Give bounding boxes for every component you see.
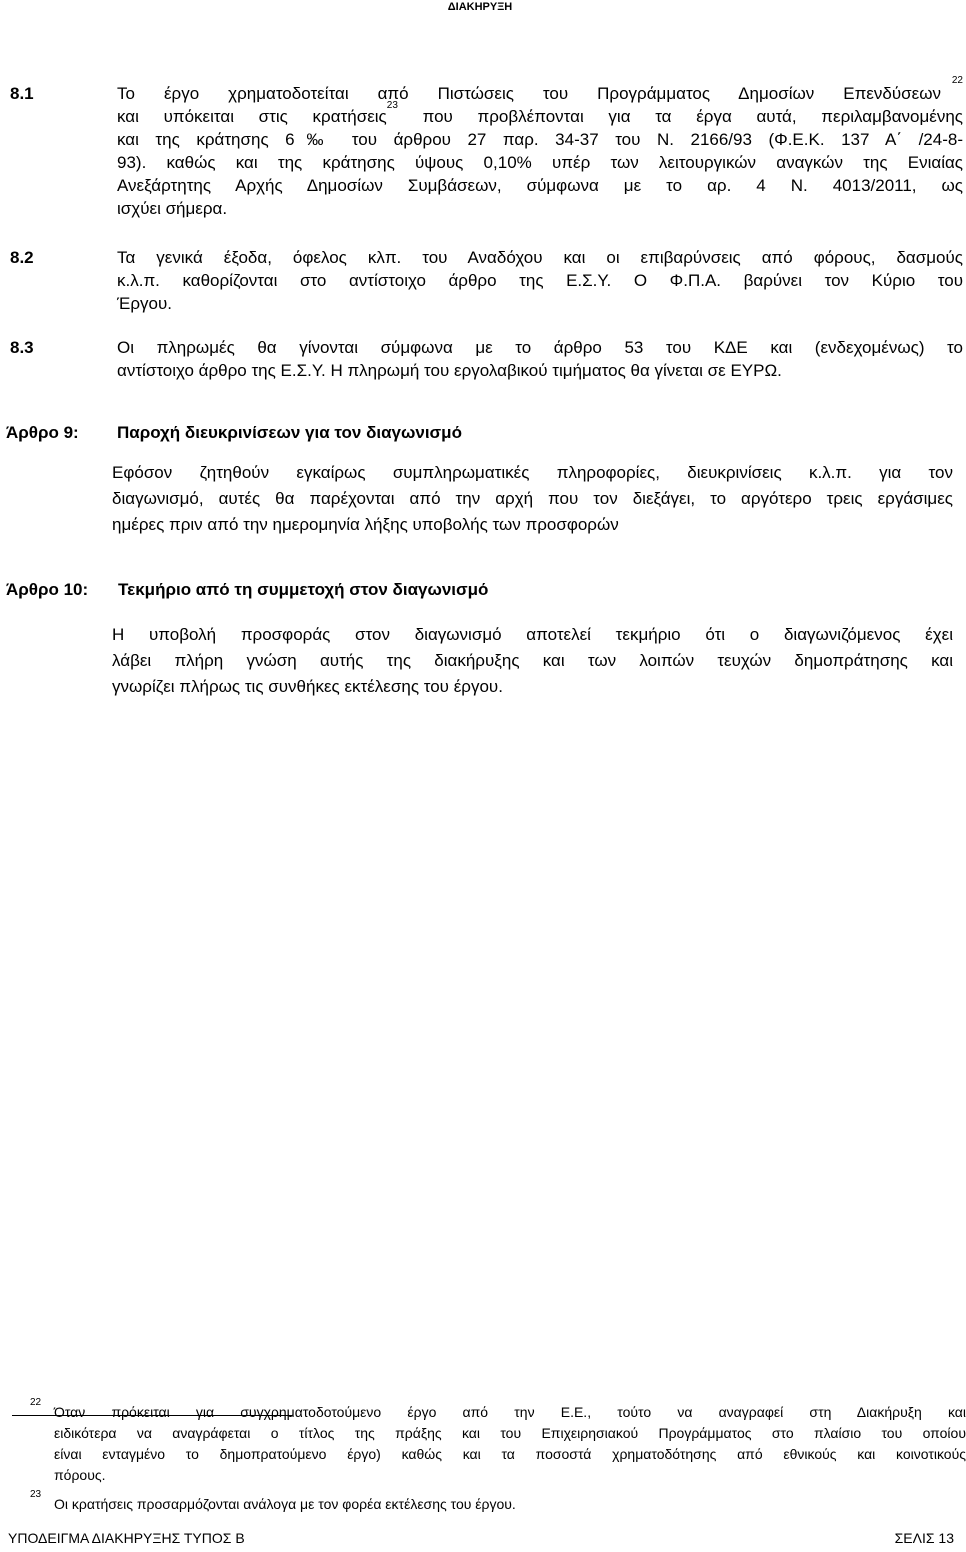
- article-title: Παροχή διευκρινίσεων για τον διαγωνισμό: [117, 423, 462, 442]
- text-line: Εφόσον ζητηθούν εγκαίρως συμπληρωματικές πληροφορίες, διευκρινίσεις κ.λ.π. για τον: [112, 463, 953, 482]
- text-line: είναι ενταγμένο το δημοπρατούμενο έργο) καθώς και τα ποσοστά χρηματοδότησης από εθνικούς και κοινοτικούς: [54, 1446, 966, 1462]
- footnote-ref[interactable]: 23: [386, 100, 398, 111]
- text-line: Ανεξάρτητης Αρχής Δημοσίων Συμβάσεων, σύμφωνα με το αρ. 4 Ν. 4013/2011, ως: [117, 176, 963, 195]
- text-line: διαγωνισμό, αυτές θα παρέχονται από την αρχή που τον διεξάγει, το αργότερο τρεις εργάσιμες: [112, 489, 953, 508]
- section-text: [117, 246, 963, 315]
- text-line: 93). καθώς και της κράτησης ύψους 0,10% υπέρ των λειτουργικών αναγκών της Ενιαίας: [117, 153, 963, 172]
- text-line: Τα γενικά έξοδα, όφελος κλπ. του Αναδόχου και οι επιβαρύνσεις από φόρους, δασμούς: [117, 248, 963, 267]
- page-header: [0, 0, 960, 14]
- text-line: κ.λ.π. καθορίζονται στο αντίστοιχο άρθρο της Ε.Σ.Υ. Ο Φ.Π.Α. βαρύνει τον Κύριο του: [117, 271, 963, 290]
- text-line: Η υποβολή προσφοράς στον διαγωνισμό αποτελεί τεκμήριο ότι ο διαγωνιζόμενος έχει: [112, 625, 953, 644]
- text-line: πόρους.: [54, 1467, 106, 1483]
- footnote-text: [54, 1402, 966, 1486]
- text-line: ημέρες πριν από την ημερομηνία λήξης υποβολής των προσφορών: [112, 515, 619, 534]
- article-title: Τεκμήριο από τη συμμετοχή στον διαγωνισμό: [118, 580, 489, 599]
- article-10-body: [112, 622, 953, 700]
- section-number: 8.2: [10, 248, 34, 267]
- text-line: ισχύει σήμερα.: [117, 199, 228, 218]
- header-title: ΔΙΑΚΗΡΥΞΗ: [447, 1, 513, 13]
- text-line: γνωρίζει πλήρως τις συνθήκες εκτέλεσης του έργου.: [112, 677, 503, 696]
- text-line: Έργου.: [117, 294, 172, 313]
- text-line: Οι κρατήσεις προσαρμόζονται ανάλογα με τον φορέα εκτέλεσης του έργου.: [54, 1496, 516, 1512]
- section-text: [117, 336, 963, 382]
- footnote-text: [54, 1494, 966, 1515]
- text-line: ειδικότερα να αναγράφεται ο τίτλος της πράξης και του Επιχειρησιακού Προγράμματος στο πλαίσιο του οποίου: [54, 1425, 966, 1441]
- footer-document-title: ΥΠΟΔΕΙΓΜΑ ΔΙΑΚΗΡΥΞΗΣ ΤΥΠΟΣ Β: [8, 1530, 245, 1546]
- section-text: [117, 75, 963, 220]
- text-line: Όταν πρόκειται για συγχρηματοδοτούμενο έργο από την Ε.Ε., τούτο να αναγραφεί στη Διακήρυξη και: [54, 1404, 966, 1420]
- footnote-mark: 23: [30, 1489, 42, 1500]
- article-label: Άρθρο 9:: [6, 423, 79, 442]
- footnote-mark: 22: [30, 1397, 42, 1408]
- text-line: αντίστοιχο άρθρο της Ε.Σ.Υ. Η πληρωμή του εργολαβικού τιμήματος θα γίνεται σε ΕΥΡΩ.: [117, 361, 782, 380]
- footer-page-number: ΣΕΛΙΣ 13: [894, 1530, 954, 1546]
- section-number: 8.1: [10, 84, 34, 103]
- section-number: 8.3: [10, 338, 34, 357]
- text-line: λάβει πλήρη γνώση αυτής της διακήρυξης και των λοιπών τευχών δημοπράτησης και: [112, 651, 953, 670]
- text-line: Οι πληρωμές θα γίνονται σύμφωνα με το άρθρο 53 του ΚΔΕ και (ενδεχομένως) το: [117, 338, 963, 357]
- article-9-body: [112, 460, 953, 538]
- text-line: και υπόκειται στις κρατήσεις: [117, 107, 387, 126]
- footnote-ref[interactable]: 22: [951, 75, 963, 86]
- text-line: Το έργο χρηματοδοτείται από Πιστώσεις του Προγράμματος Δημοσίων Επενδύσεων: [117, 84, 941, 103]
- text-line: που προβλέπονται για τα έργα αυτά, περιλαμβανομένης: [422, 107, 963, 126]
- text-line: και της κράτησης 6‰ του άρθρου 27 παρ. 34-37 του Ν. 2166/93 (Φ.Ε.Κ. 137 Α΄ /24-8-: [117, 130, 963, 149]
- article-label: Άρθρο 10:: [6, 580, 89, 599]
